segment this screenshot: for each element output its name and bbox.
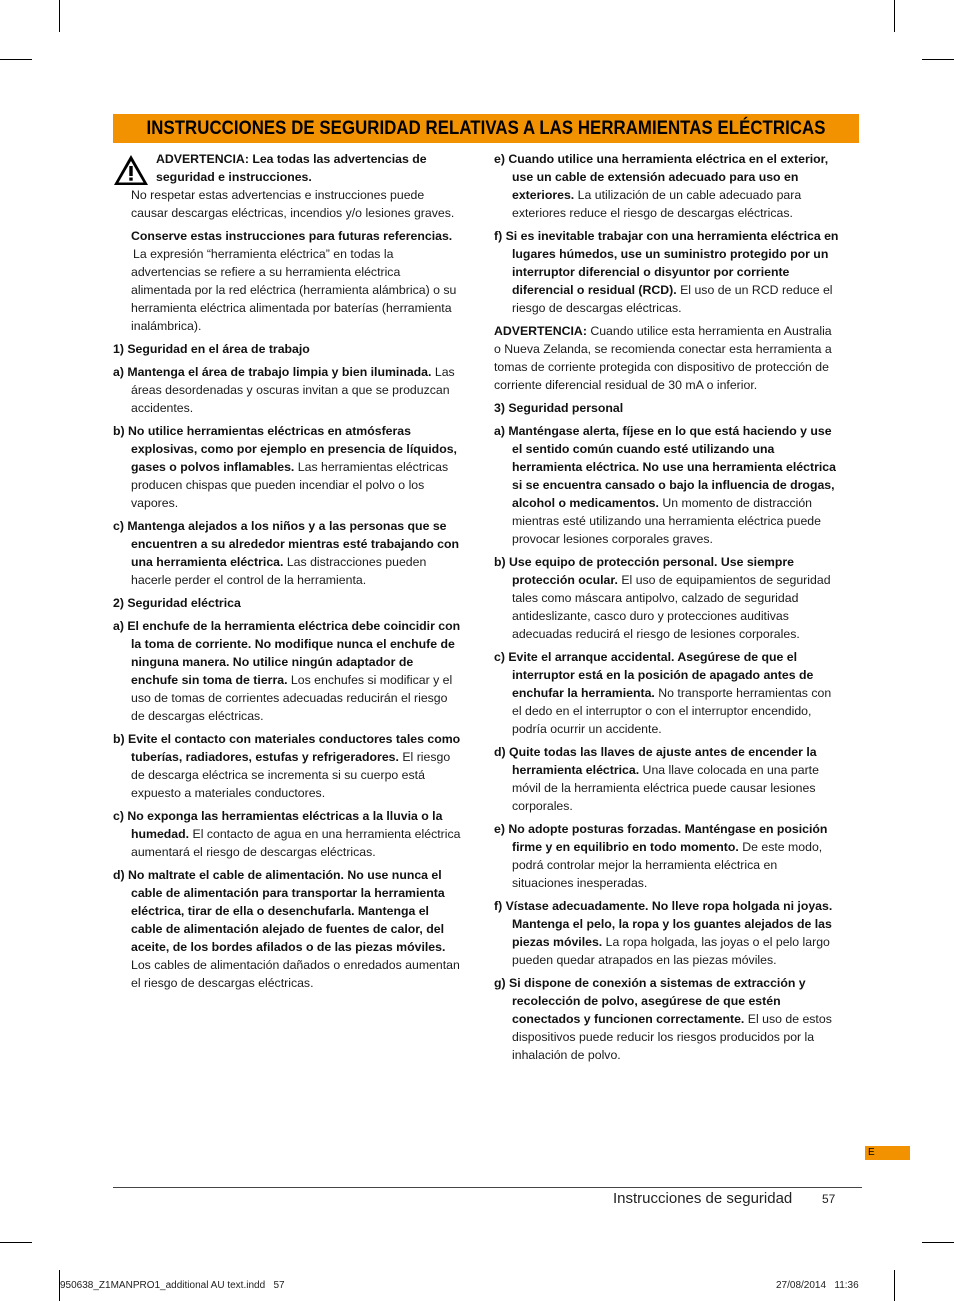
warning-block bbox=[113, 150, 463, 186]
keep-text: La expresión “herramienta eléctrica” en todas la advertencias se refiere a su herramienta eléctrica alimentada por la red eléctrica (herramienta alámbrica) o su herramienta eléctrica alimentada por baterías (herramienta inalámbrica). bbox=[131, 247, 457, 333]
advertencia-note: ADVERTENCIA: Cuando utilice esta herramienta en Australia o Nueva Zelanda, se recomienda conectar esta herramienta a tomas de corriente protegida con dispositivo de protección de corriente diferencial residual de 30 mA o inferior. bbox=[494, 324, 832, 392]
list-item: a) Manténgase alerta, fíjese en lo que está haciendo y use el sentido común cuando esté utilizando una herramienta eléctrica. No use una herramienta eléctrica si se encuentra cansado o bajo la influencia de drogas, alcohol o medicamentos. Un momento de distracción mientras esté utilizando una herramienta eléctrica puede provocar lesiones corporales graves. bbox=[494, 424, 836, 546]
crop-mark bbox=[894, 0, 895, 32]
list-item: g) Si dispone de conexión a sistemas de extracción y recolección de polvo, asegúrese de que estén conectados y funcionen correctamente. El uso de estos dispositivos puede reducir los riesgos producidos por la inhalación de polvo. bbox=[494, 976, 832, 1062]
list-item: e) Cuando utilice una herramienta eléctrica en el exterior, use un cable de extensión adecuado para uso en exteriores. La utilización de un cable adecuado para exteriores reduce el riesgo de descargas eléctricas. bbox=[494, 152, 829, 220]
crop-mark bbox=[59, 0, 60, 32]
banner-title: INSTRUCCIONES DE SEGURIDAD RELATIVAS A LAS HERRAMIENTAS ELÉCTRICAS bbox=[146, 117, 826, 139]
list-item: f) Vístase adecuadamente. No lleve ropa holgada ni joyas. Mantenga el pelo, la ropa y los guantes alejados de las piezas móviles. La ropa holgada, las joyas o el pelo largo pueden quedar atrapados en las piezas móviles. bbox=[494, 899, 833, 967]
list-item: d) Quite todas las llaves de ajuste antes de encender la herramienta eléctrica. Una llave colocada en una parte móvil de la herramienta eléctrica puede causar lesiones corporales. bbox=[494, 745, 819, 813]
list-item: d) No maltrate el cable de alimentación. No use nunca el cable de alimentación para transportar la herramienta eléctrica, tirar de ella o desenchufarla. Mantenga el cable de alimentación alejado de fuentes de calor, del aceite, de los bordes afilados o de las piezas móviles. Los cables de alimentación dañados o enredados aumentan el riesgo de descargas eléctricas. bbox=[113, 868, 460, 990]
warning-text: No respetar estas advertencias e instrucciones puede causar descargas eléctricas, incendios y/o lesiones graves. bbox=[131, 188, 455, 220]
list-item: a) Mantenga el área de trabajo limpia y bien iluminada. Las áreas desordenadas y oscuras invitan a que se produzcan accidentes. bbox=[113, 365, 455, 415]
list-item: c) Evite el arranque accidental. Asegúrese de que el interruptor está en la posición de apagado antes de enchufar la herramienta. No transporte herramientas con el dedo en el interruptor o con el interruptor encendido, podría ocurrir un accidente. bbox=[494, 650, 832, 736]
list-item: b) Use equipo de protección personal. Use siempre protección ocular. El uso de equipamientos de seguridad tales como máscara antipolvo, calzado de seguridad antideslizante, casco duro y protecciones auditivas adecuadas reducirá el riesgo de lesiones corporales. bbox=[494, 555, 831, 641]
keep-heading: Conserve estas instrucciones para futuras referencias. bbox=[131, 229, 453, 243]
crop-mark bbox=[922, 1242, 954, 1243]
footer-rule bbox=[113, 1187, 862, 1188]
slug-filename: 950638_Z1MANPRO1_additional AU text.indd 57 bbox=[60, 1280, 285, 1291]
warning-heading: ADVERTENCIA: Lea todas las advertencias de seguridad e instrucciones. bbox=[156, 152, 427, 184]
page-number: 57 bbox=[822, 1192, 836, 1206]
section-heading: 2) Seguridad eléctrica bbox=[113, 596, 241, 610]
section-banner bbox=[113, 114, 859, 143]
right-column bbox=[494, 150, 840, 1064]
language-tab: E bbox=[865, 1146, 910, 1160]
section-heading: 3) Seguridad personal bbox=[494, 401, 624, 415]
list-item: c) Mantenga alejados a los niños y a las personas que se encuentren a su alrededor mientras esté trabajando con una herramienta eléctrica. Las distracciones pueden hacerle perder el control de la herramienta. bbox=[113, 519, 460, 587]
list-item: e) No adopte posturas forzadas. Manténgase en posición firme y en equilibrio en todo momento. De este modo, podrá controlar mejor la herramienta eléctrica en situaciones inesperadas. bbox=[494, 822, 828, 890]
crop-mark bbox=[0, 1242, 32, 1243]
section-heading: 1) Seguridad en el área de trabajo bbox=[113, 342, 310, 356]
list-item: a) El enchufe de la herramienta eléctrica debe coincidir con la toma de corriente. No modifique nunca el enchufe de ninguna manera. No utilice ningún adaptador de enchufe sin toma de tierra. Los enchufes si modificar y el uso de tomas de corrientes adecuadas reducirán el riesgo de descargas eléctricas. bbox=[113, 619, 461, 723]
footer-title: Instrucciones de seguridad bbox=[613, 1190, 793, 1207]
crop-mark bbox=[922, 59, 954, 60]
list-item: b) Evite el contacto con materiales conductores tales como tuberías, radiadores, estufas y refrigeradores. El riesgo de descarga eléctrica se incrementa si su cuerpo está expuesto a materiales conductores. bbox=[113, 732, 461, 800]
left-column bbox=[113, 150, 463, 992]
slug-date: 27/08/2014 11:36 bbox=[776, 1280, 859, 1291]
crop-mark bbox=[894, 1270, 895, 1301]
list-item: f) Si es inevitable trabajar con una herramienta eléctrica en lugares húmedos, use un suministro protegido por un interruptor diferencial o disyuntor por corriente diferencial o residual (RCD). El uso de un RCD reduce el riesgo de descargas eléctricas. bbox=[494, 229, 839, 315]
crop-mark bbox=[0, 59, 32, 60]
list-item: c) No exponga las herramientas eléctricas a la lluvia o la humedad. El contacto de agua en una herramienta eléctrica aumentará el riesgo de descargas eléctricas. bbox=[113, 809, 461, 859]
warning-icon bbox=[113, 154, 149, 186]
list-item: b) No utilice herramientas eléctricas en atmósferas explosivas, como por ejemplo en presencia de líquidos, gases o polvos inflamables. Las herramientas eléctricas producen chispas que pueden incendiar el polvo o los vapores. bbox=[113, 424, 457, 510]
